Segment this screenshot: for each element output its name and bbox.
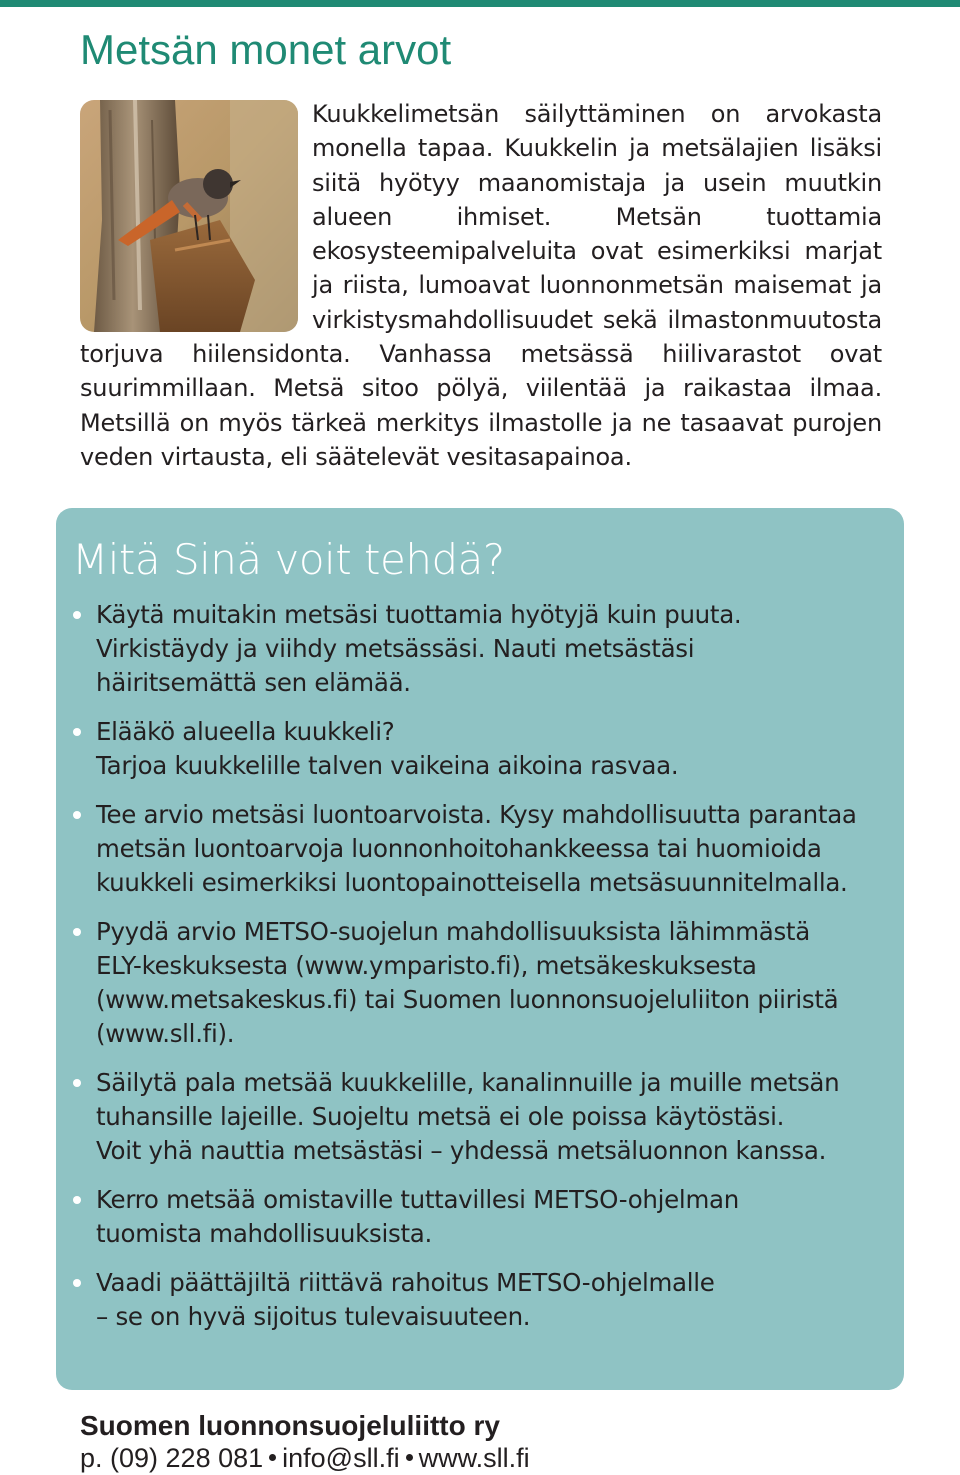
bullet-icon: [73, 1279, 81, 1287]
bullet-icon: [73, 1196, 81, 1204]
phone-number: p. (09) 228 081: [80, 1443, 264, 1473]
intro-paragraph: [80, 97, 882, 474]
tip-text: Vaadi päättäjiltä riittävä rahoitus METSO-ohjelmalle – se on hyvä sijoitus tulevaisuuteen.: [96, 1268, 715, 1331]
bullet-icon: [73, 928, 81, 936]
list-item: [72, 715, 882, 783]
separator-dot-icon: [406, 1454, 413, 1461]
list-item: [72, 1066, 882, 1168]
contact-line: [80, 1441, 530, 1475]
email-link[interactable]: info@sll.fi: [282, 1443, 400, 1473]
tips-list: [72, 598, 882, 1349]
tip-text: Pyydä arvio METSO-suojelun mahdollisuuksista lähimmästä ELY-keskuksesta (www.ymparisto.fi), metsäkeskuksesta (www.metsakeskus.fi) tai Suomen luonnonsuojeluliiton piiristä (www.sll.fi).: [96, 917, 839, 1048]
list-item: [72, 598, 882, 700]
tip-text: Kerro metsää omistaville tuttavillesi METSO-ohjelman tuomista mahdollisuuksista.: [96, 1185, 739, 1248]
tip-text: Tee arvio metsäsi luontoarvoista. Kysy mahdollisuutta parantaa metsän luontoarvoja luonnonhoitohankkeessa tai huomioida kuukkeli esimerkiksi luontopainotteisella metsäsuunnitelmalla.: [96, 800, 857, 897]
tip-text: Elääkö alueella kuukkeli? Tarjoa kuukkelille talven vaikeina aikoina rasvaa.: [96, 717, 679, 780]
image-text-wrap-spacer: [80, 97, 312, 337]
bullet-icon: [73, 611, 81, 619]
tip-text: Käytä muitakin metsäsi tuottamia hyötyjä kuin puuta. Virkistäydy ja viihdy metsässäsi. Nauti metsästäsi häiritsemättä sen elämää.: [96, 600, 742, 697]
bullet-icon: [73, 1079, 81, 1087]
website-link[interactable]: www.sll.fi: [418, 1443, 530, 1473]
separator-dot-icon: [269, 1454, 276, 1461]
list-item: [72, 798, 882, 900]
tips-panel: [56, 508, 904, 1390]
intro-text: Kuukkelimetsän säilyttäminen on arvokasta monella tapaa. Kuukkelin ja metsälajien lisäksi siitä hyötyy maanomistaja ja usein muutkin alueen ihmiset. Metsän tuottamia ekosysteemipalveluita ovat esimerkiksi marjat ja riista, lumoavat luonnonmetsän maisemat ja virkistysmahdollisuudet sekä ilmastonmuutosta torjuva hiilensidonta. Vanhassa metsässä hiilivarastot ovat suurimmillaan. Metsä sitoo pölyä, viilentää ja raikastaa ilmaa. Metsillä on myös tärkeä merkitys ilmastolle ja ne tasaavat purojen veden virtausta, eli säätelevät vesitasapainoa.: [80, 100, 882, 471]
list-item: [72, 1183, 882, 1251]
page-title: Metsän monet arvot: [80, 26, 452, 73]
tips-heading: Mitä Sinä voit tehdä?: [72, 535, 505, 584]
list-item: [72, 1266, 882, 1334]
bullet-icon: [73, 811, 81, 819]
tip-text: Säilytä pala metsää kuukkelille, kanalinnuille ja muille metsän tuhansille lajeille. Suojeltu metsä ei ole poissa käytöstäsi. Voit yhä nauttia metsästäsi – yhdessä metsäluonnon kanssa.: [96, 1068, 840, 1165]
bullet-icon: [73, 728, 81, 736]
top-accent-bar: [0, 0, 960, 7]
organization-name: Suomen luonnonsuojeluliitto ry: [80, 1410, 500, 1441]
list-item: [72, 915, 882, 1051]
